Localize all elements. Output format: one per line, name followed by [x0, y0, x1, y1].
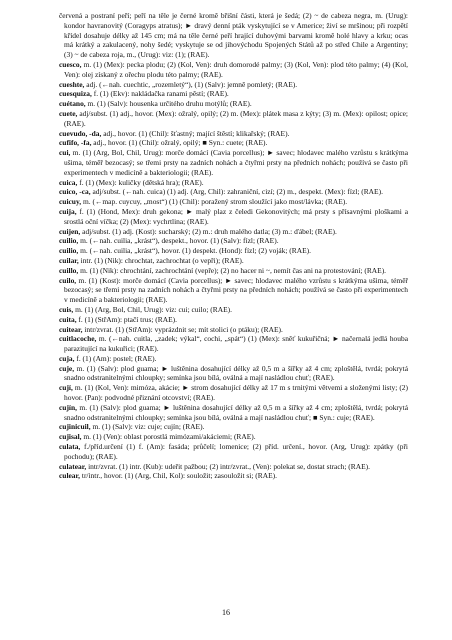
entry-headword: cuijen,	[59, 226, 81, 236]
entry-headword: culata,	[59, 442, 81, 452]
entry-definition: adj., hovor. (1) (Chil): ožralý, opilý; ■ Syn.: cuete; (RAE).	[93, 138, 268, 148]
dictionary-entry	[59, 442, 408, 462]
entry-definition: m. (←nah. cuilia, „krást“), hovor. (1) despekt. (Hond): fízl; (2) voják; (RAE).	[80, 246, 311, 256]
entry-headword: cujinicuil,	[59, 422, 91, 432]
entry-definition: f. (1) (Am): postel; (RAE).	[76, 353, 157, 363]
entry-definition: tr/intr., hovor. (1) (Arg, Chil, Kol): souložit; zasouložit si; (RAE).	[81, 471, 277, 481]
dictionary-entry	[59, 462, 408, 472]
page-number: 16	[222, 608, 230, 617]
dictionary-entry	[59, 227, 408, 237]
entry-list	[59, 11, 408, 481]
entry-definition: adj., hovor. (1) (Chil): šťastný; mající štěstí; klikařský; (RAE).	[103, 128, 290, 138]
entry-headword: cuilar,	[59, 255, 79, 265]
dictionary-entry	[59, 11, 408, 60]
entry-definition: intr/zvrat. (1) intr. (Kub): udeřit pažbou; (2) intr/zvrat., (Ven): polekat se, dostat strach; (RAE).	[88, 461, 370, 471]
entry-headword: cuica,	[59, 177, 78, 187]
dictionary-entry	[59, 354, 408, 364]
dictionary-entry	[59, 197, 408, 207]
entry-headword: cujín,	[59, 402, 77, 412]
dictionary-entry	[59, 246, 408, 256]
entry-headword: cuesco,	[59, 59, 82, 69]
dictionary-entry	[59, 266, 408, 276]
entry-headword: cuija,	[59, 206, 77, 216]
dictionary-entry	[59, 256, 408, 266]
dictionary-entry	[59, 422, 408, 432]
dictionary-entry	[59, 60, 408, 80]
entry-definition: adj/subst. (1) adj., hovor. (Mex): ožralý, opilý; (2) m. (Mex): plátek masa z kýty; (3) m. (Mex): opilost; opice; (RAE).	[64, 108, 408, 128]
dictionary-entry	[59, 276, 408, 305]
entry-definition: f. (1) (StřAm): ptačí trus; (RAE).	[78, 314, 177, 324]
dictionary-entry	[59, 236, 408, 246]
entry-headword: cuje,	[59, 363, 75, 373]
entry-headword: culear,	[59, 471, 81, 481]
entry-definition: m. (←nah. cuilia, „krást“), despekt., hovor. (1) (Salv): fízl; (RAE).	[80, 236, 279, 246]
entry-headword: cufifo, -fa,	[59, 138, 92, 148]
entry-definition: červená a postraní peří; peří na těle je černé kromě břišní části, která je šedá; (2) ~ de cabeza negra, m. (Urug): kondor havranovitý (Coragyps atratus); ► dravý denní pták vyskytující se v Americe; živí se mršinou; při rozpětí křídel dosahuje délky až 145 cm; má na těle černé peří hrající duhovými barvami kromě holé hlavy a krku; ocas má krátký a zakulacený, nohy šedé; vyskytuje se od jihovýchodu Spojených Států až po střed Chile a Argentiny; (3) ~ de cabeza roja, m., (Urug): viz: (1); (RAE).	[59, 11, 408, 60]
entry-headword: cuilo,	[59, 275, 77, 285]
dictionary-entry	[59, 80, 408, 90]
entry-definition: m. (1) (Arg, Bol, Chil, Urug): morče domácí (Cavia porcellus); ► savec; hlodavec malého vzrůstu s krátkýma ušima, téměř bezocasý; se třemi prsty na zadních nohách a čtyřmi prsty na předních nohách; používá se často při experimentech v medicíně a bakteriologii; (RAE).	[64, 148, 408, 177]
entry-headword: cuilio,	[59, 246, 79, 256]
entry-headword: cuis,	[59, 304, 74, 314]
dictionary-entry	[59, 207, 408, 227]
entry-headword: cuicuy,	[59, 197, 82, 207]
entry-definition: m. (1) (Salv): plod guama; ► luštěnina dosahující délky až 0,5 m a šířky až 4 cm; zploštělá, tvrdá; pokrytá snadno odstranitelnými chloupky; semínka jsou bílá, oválná a mají nasládlou chuť; (RAE).	[64, 363, 408, 383]
dictionary-entry	[59, 315, 408, 325]
entry-definition: m. (1) (Kost): morče domácí (Cavia porcellus); ► savec; hlodavec malého vzrůstu s krátkýma ušima, téměř bezocasý; se třemi prsty na zadních nohách a čtyřmi prsty na předních nohách; používá se často při experimentech v medicíně a bakteriologii; (RAE).	[64, 275, 408, 305]
dictionary-entry	[59, 325, 408, 335]
dictionary-entry	[59, 383, 408, 403]
entry-headword: cujisal,	[59, 432, 82, 442]
entry-headword: cují,	[59, 383, 73, 393]
entry-headword: cui,	[59, 148, 71, 158]
entry-definition: f./příd.určení (1) f. (Am): fasáda; průčelí; lomenice; (2) příd. určení., hovor. (Arg, Urug): zpátky (při pochodu); (RAE).	[64, 442, 408, 461]
dictionary-entry	[59, 99, 408, 109]
entry-definition: m. (←nah. cuitla, „zadek; výkal“, cochi, „spát“) (1) (Mex): sněť kukuřičná; ► načernalá jedlá houba parazitující na kukuřici; (RAE).	[64, 334, 409, 354]
entry-headword: culatear,	[59, 461, 87, 471]
entry-headword: cuesquiza,	[59, 89, 92, 99]
entry-definition: m. (←map. cuycuy, „most“) (1) (Chil): poražený strom sloužící jako most/lávka; (RAE).	[82, 197, 348, 207]
entry-definition: m. (1) (Salv): viz: cuje; cujín; (RAE).	[92, 422, 205, 432]
entry-headword: cuita,	[59, 314, 77, 324]
dictionary-entry	[59, 138, 408, 148]
entry-definition: f. (1) (Mex): kuličky (dětská hra); (RAE).	[79, 177, 204, 187]
dictionary-entry	[59, 109, 408, 129]
entry-headword: cuete,	[59, 108, 78, 118]
dictionary-entry	[59, 364, 408, 384]
entry-definition: m. (1) (Salv): housenka určitého druhu motýlů; (RAE).	[87, 99, 252, 109]
entry-definition: f. (1) (Hond, Mex): druh gekona; ► malý plaz z čeledi Gekonovitých; má prsty s přísavnými ploškami a srostlá oční víčka; (2) (Mex): vychrtlina; (RAE).	[64, 206, 408, 226]
entry-headword: cueshte,	[59, 79, 85, 89]
entry-definition: f. (1) (Ekv): nakládačka ranami pěstí; (RAE).	[93, 89, 229, 99]
entry-definition: m. (1) (Mex): pecka plodu; (2) (Kol, Ven): druh domorodé palmy; (3) (Kol, Ven): plod této palmy; (4) (Kol, Ven): olej získaný z ořechu plodu této palmy; (RAE).	[64, 59, 409, 79]
entry-headword: cuevudo, -da,	[59, 128, 102, 138]
entry-definition: m. (1) (Salv): plod guama; ► luštěnina dosahující délky až 0,5 m a šířky až 4 cm; zploštělá, tvrdá; pokrytá snadno odstranitelnými chloupky; semínka jsou bílá, oválná a mají nasládlou chuť; ■ Syn.: cuje; (RAE).	[64, 402, 408, 422]
dictionary-entry	[59, 187, 408, 197]
dictionary-entry	[59, 403, 408, 423]
entry-headword: cuillo,	[59, 265, 79, 275]
dictionary-entry	[59, 334, 408, 354]
dictionary-entry	[59, 305, 408, 315]
dictionary-entry	[59, 471, 408, 481]
entry-definition: m. (1) (Kol, Ven): mimóza, akácie; ► strom dosahující délky až 17 m s trnitými větvemi a složenými listy; (2) hovor. (Pan): podvodné přiznání otcovství; (RAE).	[64, 383, 409, 403]
dictionary-entry	[59, 432, 408, 442]
dictionary-entry	[59, 148, 408, 177]
entry-headword: cuétano,	[59, 99, 86, 109]
dictionary-entry	[59, 129, 408, 139]
entry-definition: m. (1) (Nik): chrochtání, zachrochtání (vepře); (2) no hacer ni ~, nemít čas ani na protestování; (RAE).	[80, 265, 387, 275]
entry-definition: intr/zvrat. (1) (StřAm): vyprázdnit se; mít stolici (o ptáku); (RAE).	[84, 324, 283, 334]
entry-definition: intr. (1) (Nik): chrochtat, zachrochtat (o vepři); (RAE).	[80, 255, 244, 265]
entry-definition: m. (1) (Ven): oblast porostlá mimózami/akáciemi; (RAE).	[83, 432, 256, 442]
entry-headword: cuitlacoche,	[59, 334, 97, 344]
entry-headword: cuico, -ca,	[59, 187, 91, 197]
entry-definition: adj/subst. (←nah. cuica) (1) adj. (Arg, Chil): zahraniční, cizí; (2) m., despekt. (Mex): fízl; (RAE).	[92, 187, 383, 197]
entry-definition: m. (1) (Arg, Bol, Chil, Urug): viz: cui; cuilo; (RAE).	[75, 304, 232, 314]
dictionary-entry	[59, 89, 408, 99]
entry-definition: adj. (←nah. cuechtic, „rozemletý“), (1) (Salv): jemně pomletý; (RAE).	[86, 79, 298, 89]
entry-headword: cuitear,	[59, 324, 83, 334]
entry-headword: cuja,	[59, 353, 75, 363]
dictionary-entry	[59, 178, 408, 188]
entry-definition: adj/subst. (1) adj. (Kost): sucharský; (2) m.: druh malého datla; (3) m.: ďábel; (RAE).	[82, 226, 337, 236]
entry-headword: cuilio,	[59, 236, 79, 246]
